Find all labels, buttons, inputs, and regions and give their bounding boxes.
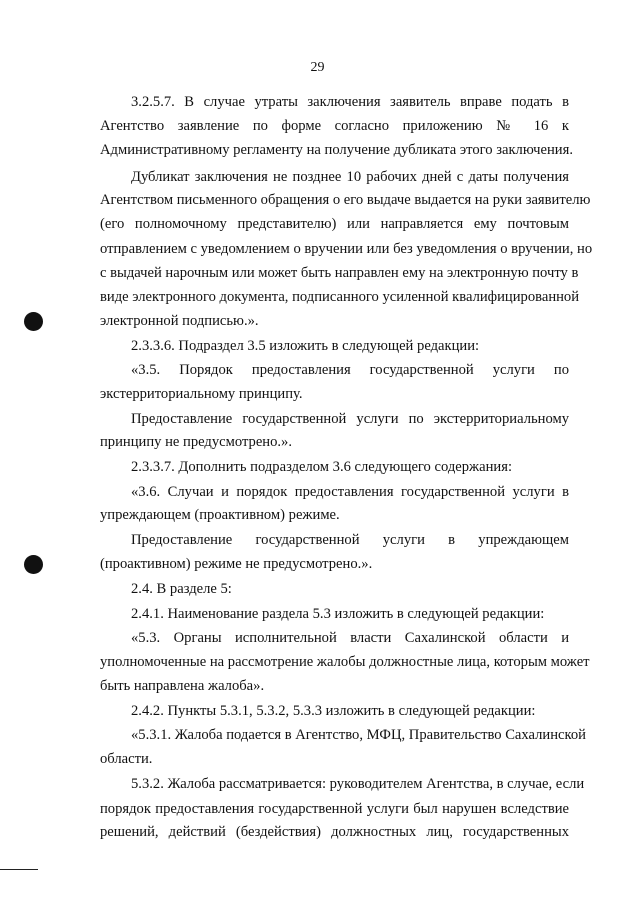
text-line: «3.5. Порядок предоставления государственной услуги по xyxy=(131,362,569,378)
text-line: Агентством письменного обращения о его выдаче выдается на руки заявителю xyxy=(100,192,591,208)
text-line: уполномоченные на рассмотрение жалобы должностные лица, которым может xyxy=(100,654,590,670)
footer-rule xyxy=(0,869,38,870)
text-line: «5.3. Органы исполнительной власти Сахалинской области и xyxy=(131,630,569,646)
text-line: отправлением с уведомлением о вручении или без уведомления о вручении, но xyxy=(100,241,593,257)
text-line: 2.4.1. Наименование раздела 5.3 изложить в следующей редакции: xyxy=(131,606,545,622)
text-line: (его полномочному представителю) или направляется ему почтовым xyxy=(100,216,569,232)
text-line: 5.3.2. Жалоба рассматривается: руководителем Агентства, в случае, если xyxy=(131,776,585,792)
text-line: Предоставление государственной услуги по экстерриториальному xyxy=(131,411,569,427)
punch-hole xyxy=(24,312,43,331)
text-line: Дубликат заключения не позднее 10 рабочих дней с даты получения xyxy=(131,169,569,185)
text-line: порядок предоставления государственной услуги был нарушен вследствие xyxy=(100,801,569,817)
text-line: 2.4. В разделе 5: xyxy=(131,581,232,597)
text-line: с выдачей нарочным или может быть направлен ему на электронную почту в xyxy=(100,265,579,281)
text-line: 3.2.5.7. В случае утраты заключения заявитель вправе подать в xyxy=(131,94,569,110)
page-number: 29 xyxy=(310,60,325,75)
text-line: экстерриториальному принципу. xyxy=(100,386,303,402)
text-line: Предоставление государственной услуги в упреждающем xyxy=(131,532,569,548)
text-line: Агентство заявление по форме согласно приложению № 16 к xyxy=(100,118,569,134)
text-line: упреждающем (проактивном) режиме. xyxy=(100,507,340,523)
text-line: виде электронного документа, подписанного усиленной квалифицированной xyxy=(100,289,580,305)
text-line: Административному регламенту на получение дубликата этого заключения. xyxy=(100,142,573,158)
text-line: решений, действий (бездействия) должностных лиц, государственных xyxy=(100,824,569,840)
text-line: быть направлена жалоба». xyxy=(100,678,265,694)
text-line: «5.3.1. Жалоба подается в Агентство, МФЦ, Правительство Сахалинской xyxy=(131,727,586,743)
text-line: 2.3.3.6. Подраздел 3.5 изложить в следующей редакции: xyxy=(131,338,480,354)
text-line: области. xyxy=(100,751,153,767)
text-line: электронной подписью.». xyxy=(100,313,259,329)
text-line: «3.6. Случаи и порядок предоставления государственной услуги в xyxy=(131,484,569,500)
text-line: (проактивном) режиме не предусмотрено.». xyxy=(100,556,373,572)
text-line: принципу не предусмотрено.». xyxy=(100,434,292,450)
text-line: 2.3.3.7. Дополнить подразделом 3.6 следующего содержания: xyxy=(131,459,512,475)
text-line: 2.4.2. Пункты 5.3.1, 5.3.2, 5.3.3 изложить в следующей редакции: xyxy=(131,703,536,719)
punch-hole xyxy=(24,555,43,574)
